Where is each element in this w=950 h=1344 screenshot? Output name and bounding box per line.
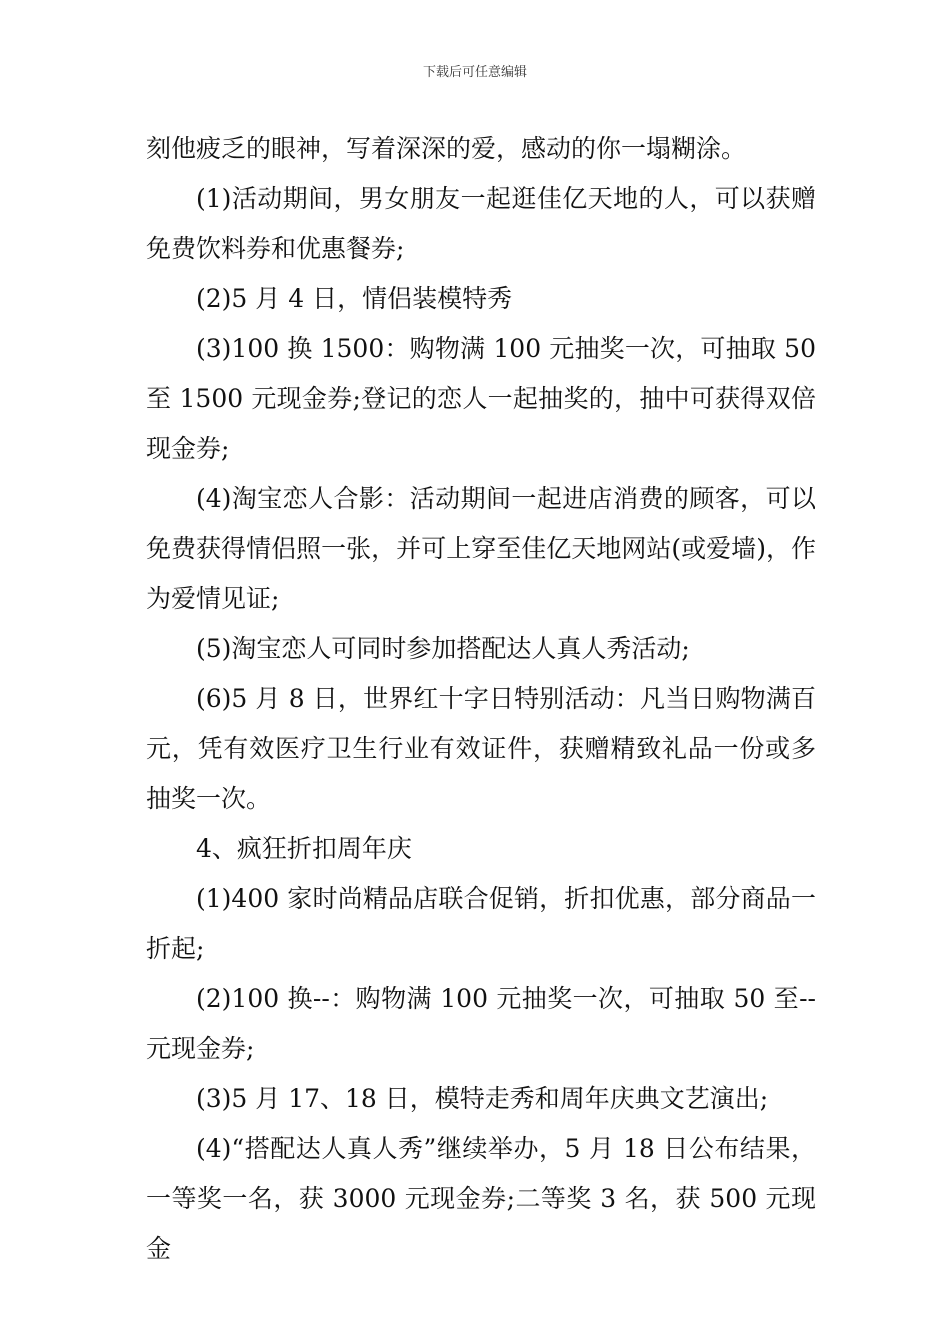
page-header: 下载后可任意编辑 bbox=[422, 65, 527, 80]
paragraph-item-5: (5)淘宝恋人可同时参加搭配达人真人秀活动; bbox=[196, 634, 690, 663]
paragraph-item-8: (2)100 换--：购物满 100 元抽奖一次，可抽取 50 至--元现金券; bbox=[146, 984, 816, 1063]
paragraph-continuation: 刻他疲乏的眼神，写着深深的爱，感动的你一塌糊涂。 bbox=[146, 134, 747, 163]
paragraph-item-3: (3)100 换 1500：购物满 100 元抽奖一次，可抽取 50 至 1500 元现金券;登记的恋人一起抽奖的，抽中可获得双倍现金券; bbox=[146, 334, 816, 463]
paragraph-item-4: (4)淘宝恋人合影：活动期间一起进店消费的顾客，可以免费获得情侣照一张，并可上穿至佳亿天地网站(或爱墙)，作为爱情见证; bbox=[146, 484, 816, 613]
paragraph-item-9: (3)5 月 17、18 日，模特走秀和周年庆典文艺演出; bbox=[196, 1084, 769, 1113]
paragraph-item-7: (1)400 家时尚精品店联合促销，折扣优惠，部分商品一折起; bbox=[146, 884, 816, 963]
paragraph-item-1: (1)活动期间，男女朋友一起逛佳亿天地的人，可以获赠免费饮料券和优惠餐券; bbox=[146, 184, 816, 263]
paragraph-item-10: (4)“搭配达人真人秀”继续举办，5 月 18 日公布结果，一等奖一名，获 3000 元现金券;二等奖 3 名，获 500 元现金 bbox=[146, 1134, 816, 1263]
paragraph-item-6: (6)5 月 8 日，世界红十字日特别活动：凡当日购物满百元，凭有效医疗卫生行业有效证件，获赠精致礼品一份或多抽奖一次。 bbox=[146, 684, 816, 813]
paragraph-item-2: (2)5 月 4 日，情侣装模特秀 bbox=[196, 284, 513, 313]
section-heading: 4、疯狂折扣周年庆 bbox=[196, 834, 412, 863]
document-body bbox=[146, 124, 816, 1274]
